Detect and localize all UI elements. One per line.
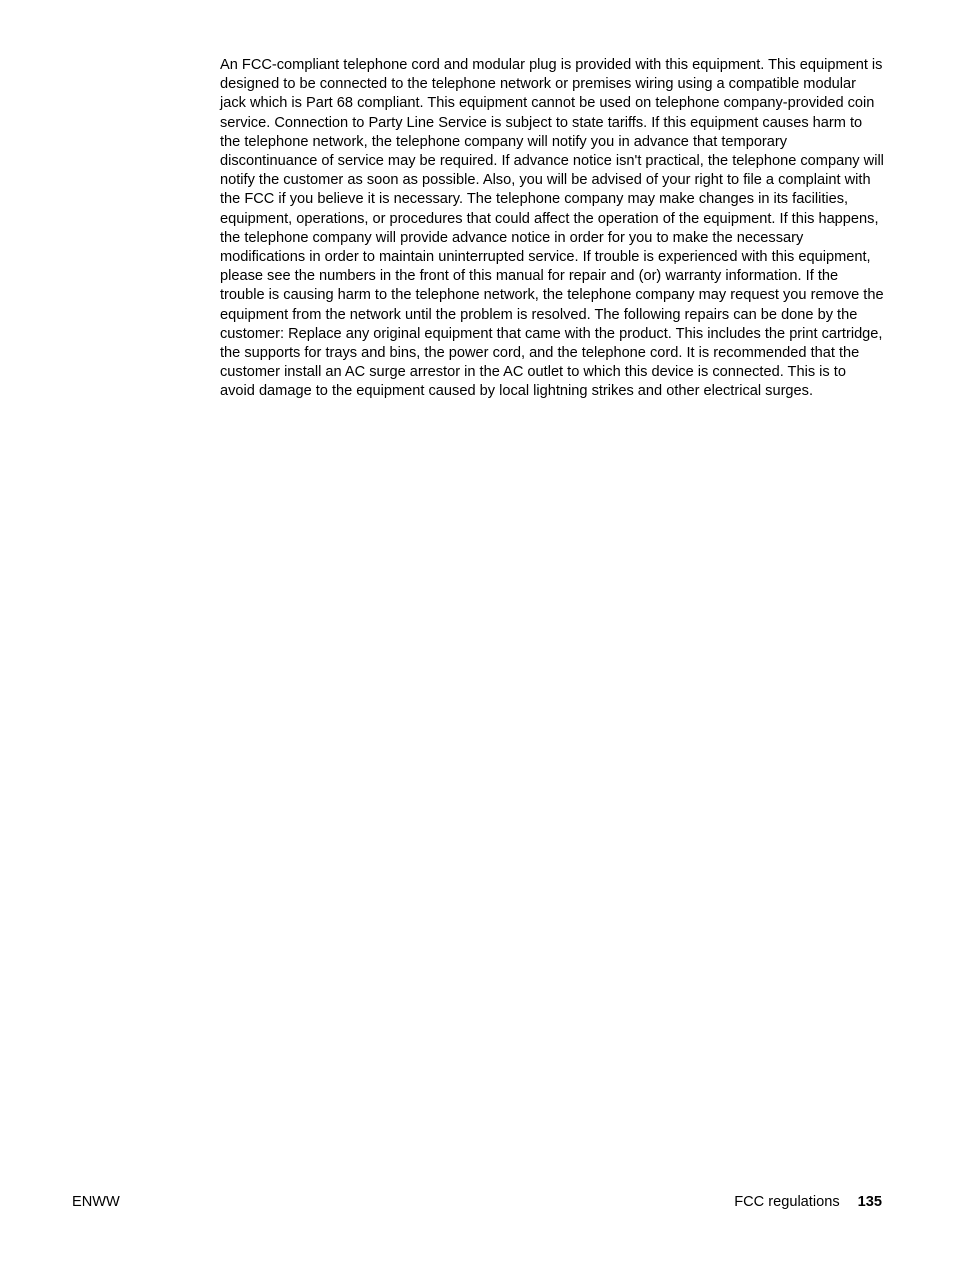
body-paragraph: An FCC-compliant telephone cord and modular plug is provided with this equipment. This equipment is designed to be connected to the telephone network or premises wiring using a compatible modular jack which is Part 68 compliant. This equipment cannot be used on telephone company-provided coin service. Connection to Party Line Service is subject to state tariffs. If this equipment causes harm to the telephone network, the telephone company will notify you in advance that temporary discontinuance of service may be required. If advance notice isn't practical, the telephone company will notify the customer as soon as possible. Also, you will be advised of your right to file a complaint with the FCC if you believe it is necessary. The telephone company may make changes in its facilities, equipment, operations, or procedures that could affect the operation of the equipment. If this happens, the telephone company will provide advance notice in order for you to make the necessary modifications in order to maintain uninterrupted service. If trouble is experienced with this equipment, please see the numbers in the front of this manual for repair and (or) warranty information. If the trouble is causing harm to the telephone network, the telephone company may request you remove the equipment from the network until the problem is resolved. The following repairs can be done by the customer: Replace any original equipment that came with the product. This includes the print cartridge, the supports for trays and bins, the power cord, and the telephone cord. It is recommended that the customer install an AC surge arrestor in the AC outlet to which this device is connected. This is to avoid damage to the equipment caused by local lightning strikes and other electrical surges. — [220, 57, 884, 400]
footer-section-title: FCC regulations — [734, 1194, 840, 1210]
footer-doc-code: ENWW — [72, 1194, 120, 1210]
page-footer — [72, 1192, 882, 1212]
footer-right-group — [734, 1192, 882, 1212]
page-number: 135 — [857, 1194, 882, 1210]
